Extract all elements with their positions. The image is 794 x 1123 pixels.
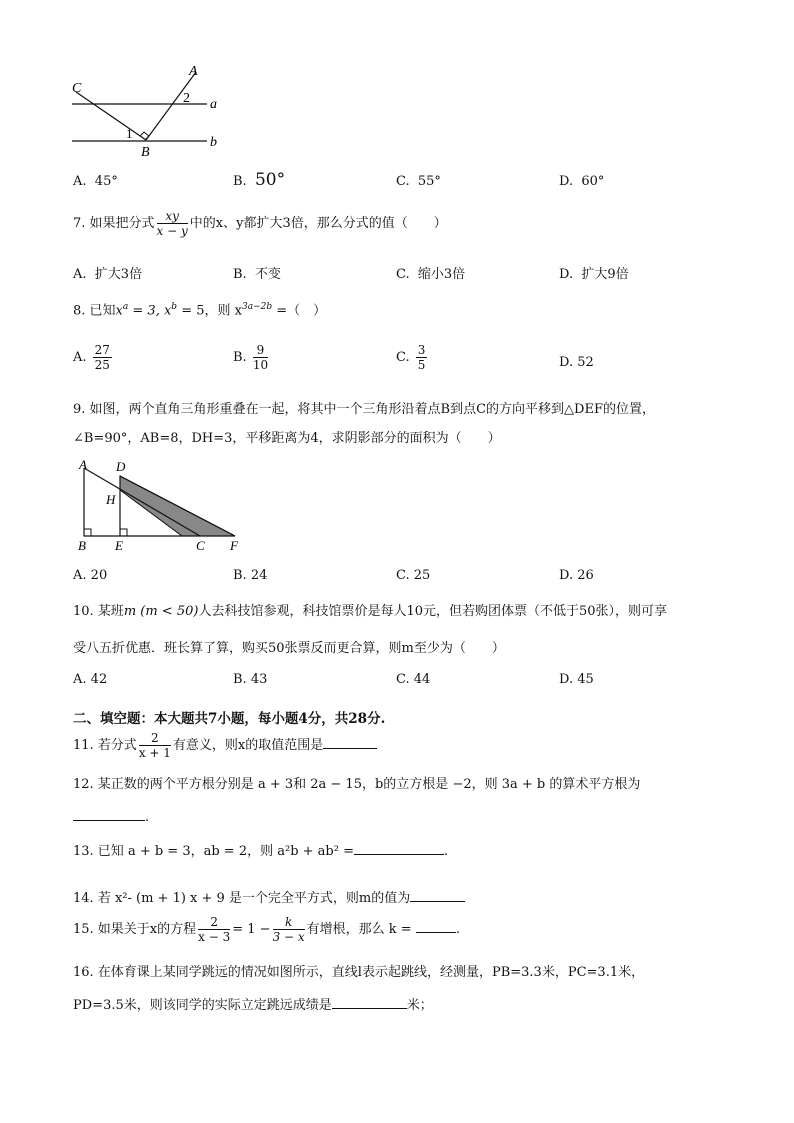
q8-option-a[interactable] (73, 344, 114, 371)
option-text: 扩大3倍 (94, 267, 143, 282)
question-7 (73, 210, 447, 237)
option-letter: B. (233, 672, 247, 687)
q15-fraction-2 (273, 916, 305, 943)
label-F: F (230, 538, 238, 552)
option-letter: C. (396, 672, 410, 687)
q10-option-c[interactable] (396, 673, 430, 686)
segment-AC (84, 468, 200, 536)
q15-prefix: 15. 如果关于x的方程 (73, 922, 197, 937)
fraction-numerator: 2 (198, 916, 230, 930)
option-text: 55° (417, 174, 441, 189)
right-angle-B (84, 529, 91, 536)
q7-prefix: 7. 如果把分式 (73, 216, 155, 231)
option-letter: B. (233, 568, 247, 583)
q6-option-d[interactable] (559, 175, 604, 188)
answer-blank[interactable] (410, 889, 465, 902)
label-B: B (141, 145, 150, 160)
q13-end: . (443, 844, 449, 859)
label-b: b (210, 135, 217, 150)
fraction-numerator: k (273, 916, 305, 930)
q15-fraction-1 (198, 916, 230, 943)
option-text: 不变 (254, 267, 281, 282)
triangles-figure (70, 456, 250, 552)
question-9-line1: 9. 如图，两个直角三角形重叠在一起，将其中一个三角形沿着点B到点C的方向平移到△DEF的位置， (73, 402, 655, 417)
q8-prefix: 8. 已知 (73, 303, 116, 319)
question-13 (73, 842, 448, 858)
option-letter: B. (233, 267, 247, 282)
option-letter: A. (73, 672, 87, 687)
fraction-numerator: xy (157, 210, 188, 224)
label-C: C (196, 538, 205, 552)
q10-prefix: 10. 某班 (73, 604, 124, 619)
option-letter: C. (396, 267, 410, 282)
fraction-numerator: 2 (139, 732, 171, 746)
q8-exp-b: b (171, 302, 178, 312)
option-text: 60° (581, 174, 605, 189)
option-letter: A. (73, 568, 87, 583)
q13-text: 13. 已知 a + b = 3，ab = 2，则 a²b + ab² = (73, 844, 354, 859)
label-H: H (106, 492, 116, 507)
question-8 (73, 303, 326, 317)
option-text: 52 (577, 355, 594, 370)
question-15 (73, 916, 460, 943)
q7-fraction (157, 210, 188, 237)
q11-fraction (139, 732, 171, 759)
q6-option-a[interactable] (73, 175, 118, 188)
answer-blank[interactable] (323, 736, 377, 749)
question-10-line1 (73, 605, 667, 618)
segment-AB (146, 72, 196, 140)
fraction-denominator: x − y (156, 224, 188, 238)
q8-suffix: =（ ） (272, 303, 327, 319)
fraction-denominator: 25 (94, 358, 110, 372)
q7-option-c[interactable] (396, 268, 465, 281)
label-A: A (79, 457, 87, 472)
option-letter: D. (559, 267, 574, 282)
fraction-denominator: 5 (417, 358, 426, 372)
q7-option-d[interactable] (559, 268, 629, 281)
q8-option-d[interactable] (559, 356, 594, 369)
option-text: 26 (577, 568, 594, 583)
option-letter: D. (559, 174, 574, 189)
option-fraction (253, 344, 268, 371)
q16-unit: 米； (406, 998, 433, 1013)
option-letter: A. (73, 267, 87, 282)
q10-text: 人去科技馆参观，科技馆票价是每人10元，但若购团体票（不低于50张），则可享 (198, 604, 668, 619)
option-text: 44 (413, 672, 431, 687)
question-9-line2: ∠B=90°，AB=8，DH=3，平移距离为4，求阴影部分的面积为（ ） (73, 431, 501, 446)
q10-option-a[interactable] (73, 673, 107, 686)
q10-option-b[interactable] (233, 673, 267, 686)
section-heading: 二、填空题：本大题共7小题，每小题4分，共28分. (73, 711, 386, 727)
fraction-numerator: 9 (253, 344, 268, 358)
q9-option-c[interactable] (396, 569, 430, 582)
q8-eq2: = 5，则 x (177, 303, 242, 319)
option-letter: A. (73, 174, 87, 189)
q7-suffix: 中的x、y都扩大3倍，那么分式的值（ ） (189, 216, 447, 231)
q15-mid: = 1 − (232, 922, 271, 937)
option-text: 50° (254, 170, 286, 190)
label-B: B (78, 538, 86, 552)
option-letter: D. (559, 355, 574, 370)
option-text: 42 (90, 672, 108, 687)
answer-blank[interactable] (73, 808, 145, 821)
option-text: 45° (94, 174, 118, 189)
label-angle-1: 1 (126, 126, 133, 141)
fraction-denominator: 10 (252, 358, 269, 372)
q7-option-a[interactable] (73, 268, 142, 281)
segment-CB (76, 92, 146, 140)
answer-blank[interactable] (354, 842, 444, 855)
q16-text: PD=3.5米，则该同学的实际立定跳远成绩是 (73, 998, 332, 1013)
right-angle-E (120, 529, 127, 536)
question-11 (73, 732, 377, 759)
parallel-lines-figure (66, 62, 226, 162)
option-fraction (93, 344, 112, 371)
question-16-line1: 16. 在体育课上某同学跳远的情况如图所示，直线l表示起跳线，经测量，PB=3.3米，PC=3.1米， (73, 965, 645, 980)
option-fraction (416, 344, 428, 371)
q15-end: . (455, 922, 460, 937)
option-text: 20 (90, 568, 108, 583)
question-12: 12. 某正数的两个平方根分别是 a + 3和 2a − 15，b的立方根是 −2，则 3a + b 的算术平方根为 (73, 777, 641, 792)
q8-option-c[interactable] (396, 344, 429, 371)
question-16-line2 (73, 996, 433, 1012)
label-E: E (115, 538, 123, 552)
option-letter: C. (396, 568, 410, 583)
label-a: a (210, 97, 217, 112)
q10-option-d[interactable] (559, 673, 594, 686)
fraction-numerator: 27 (94, 343, 110, 357)
option-letter: D. (559, 568, 574, 583)
label-angle-2: 2 (183, 91, 190, 106)
q9-option-b[interactable] (233, 569, 267, 582)
option-letter: C. (396, 174, 410, 189)
q11-prefix: 11. 若分式 (73, 738, 137, 753)
option-text: 45 (577, 672, 594, 687)
q8-option-b[interactable] (233, 344, 270, 371)
label-C: C (72, 81, 82, 96)
fraction-denominator: x − 3 (198, 930, 231, 944)
q12-end: . (145, 810, 150, 825)
question-14 (73, 889, 465, 905)
question-10-line2: 受八五折优惠．班长算了算，购买50张票反而更合算，则m至少为（ ） (73, 641, 505, 656)
option-letter: A. (73, 350, 87, 365)
option-letter: B. (233, 350, 247, 365)
q11-suffix: 有意义，则x的取值范围是 (172, 738, 324, 753)
fraction-denominator: 3 − x (272, 930, 305, 944)
q9-option-a[interactable] (73, 569, 107, 582)
option-text: 43 (250, 672, 268, 687)
q10-condition: m (m < 50) (123, 604, 199, 619)
label-D: D (116, 459, 126, 474)
q9-option-d[interactable] (559, 569, 594, 582)
option-letter: C. (396, 350, 410, 365)
q8-eq1: = 3, x (128, 303, 172, 319)
option-text: 扩大9倍 (581, 267, 629, 282)
q14-text: 14. 若 x²- (m + 1) x + 9 是一个完全平方式，则m的值为 (73, 891, 411, 906)
question-12-answer (73, 808, 149, 824)
answer-blank[interactable] (332, 996, 407, 1009)
option-letter: D. (559, 672, 574, 687)
option-text: 24 (250, 568, 268, 583)
q8-var-x: x (115, 303, 123, 319)
q8-exp-a: a (122, 302, 129, 312)
fraction-numerator: 3 (417, 343, 426, 357)
q7-option-b[interactable] (233, 268, 281, 281)
q6-option-c[interactable] (396, 175, 441, 188)
q6-option-b[interactable] (233, 172, 285, 189)
answer-blank[interactable] (416, 920, 456, 933)
fraction-denominator: x + 1 (138, 746, 171, 760)
label-A: A (189, 64, 198, 79)
option-letter: B. (233, 174, 247, 189)
q15-suffix: 有增根，那么 k = (306, 922, 412, 937)
option-text: 缩小3倍 (417, 267, 466, 282)
option-text: 25 (413, 568, 431, 583)
q8-exp-target: 3a−2b (241, 302, 273, 312)
